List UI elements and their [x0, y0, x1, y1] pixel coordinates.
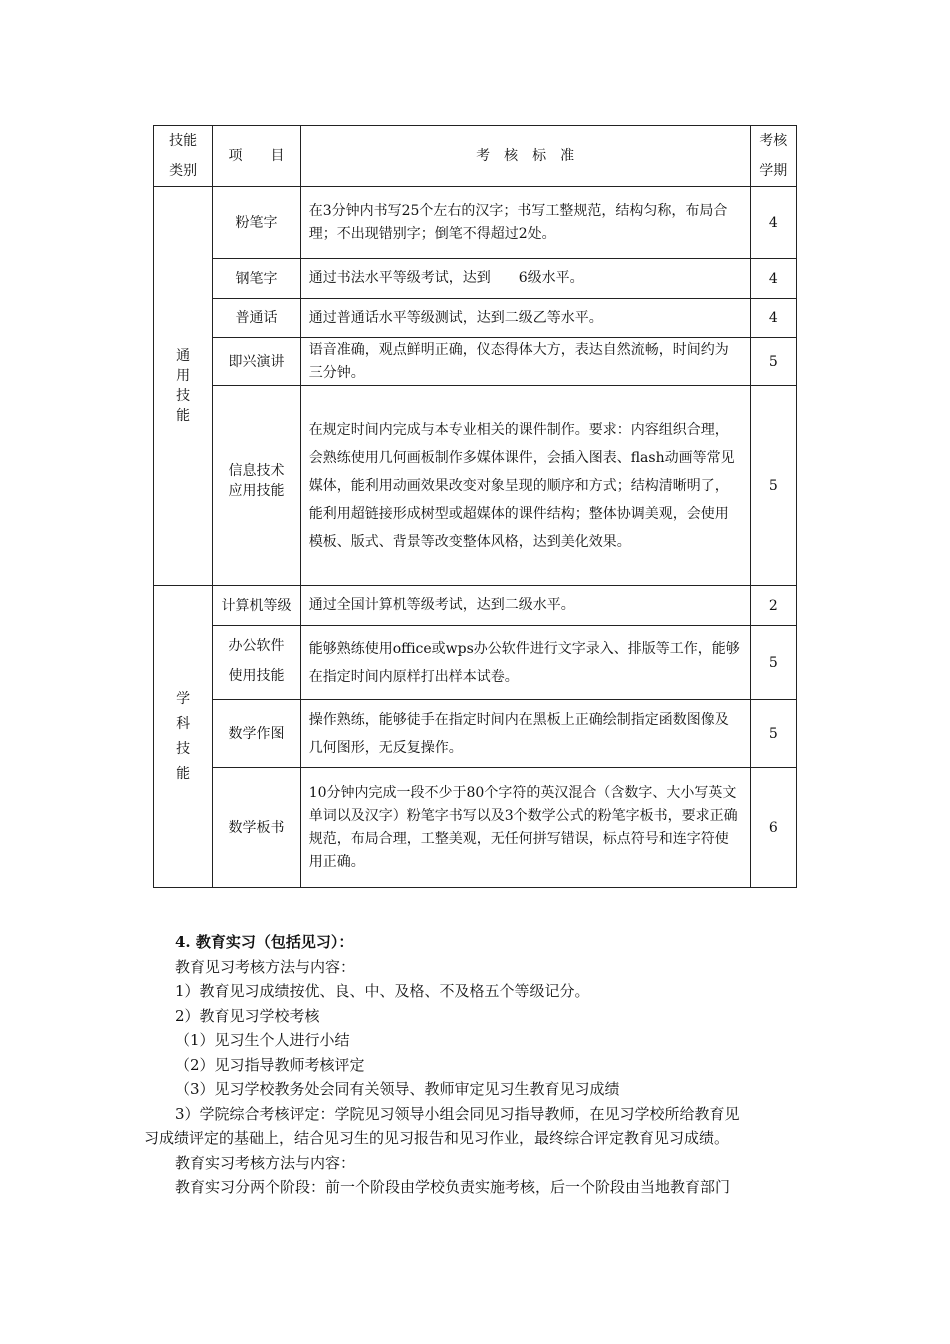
table-row — [154, 386, 797, 586]
text-line: 2）教育见习学校考核 — [175, 1006, 320, 1025]
text-line: （1）见习生个人进行小结 — [175, 1031, 350, 1049]
table-row — [154, 626, 797, 700]
standard-cell: 能够熟练使用office或wps办公软件进行文字录入、排版等工作，能够在指定时间内原样打出样本试卷。 — [300, 626, 750, 700]
standard-cell: 通过全国计算机等级考试，达到二级水平。 — [300, 586, 750, 626]
term-cell: 5 — [750, 626, 796, 700]
standard-cell: 通过书法水平等级考试，达到 6级水平。 — [300, 259, 750, 299]
header-standard: 考 核 标 准 — [300, 126, 750, 187]
term-cell: 2 — [750, 586, 796, 626]
text-line: 1）教育见习成绩按优、良、中、及格、不及格五个等级记分。 — [175, 982, 590, 1000]
header-category: 技能类别 — [154, 126, 213, 187]
item-cell: 数学板书 — [213, 768, 300, 888]
table-row — [154, 586, 797, 626]
item-cell: 信息技术应用技能 — [213, 386, 300, 586]
standard-cell: 语音准确，观点鲜明正确，仪态得体大方，表达自然流畅，时间约为三分钟。 — [300, 338, 750, 386]
table-row — [154, 700, 797, 768]
table-row — [154, 259, 797, 299]
standard-cell: 在3分钟内书写25个左右的汉字；书写工整规范，结构匀称，布局合理；不出现错别字；倒笔不得超过2处。 — [300, 187, 750, 259]
text-line: 教育实习分两个阶段：前一个阶段由学校负责实施考核，后一个阶段由当地教育部门 — [175, 1178, 731, 1196]
section-heading: 4. 教育实习（包括见习）： — [175, 933, 354, 951]
text-line: （3）见习学校教务处会同有关领导、教师审定见习生教育见习成绩 — [175, 1080, 620, 1098]
standard-cell: 在规定时间内完成与本专业相关的课件制作。要求：内容组织合理，会熟练使用几何画板制作多媒体课件，会插入图表、flash动画等常见媒体，能利用动画效果改变对象呈现的顺序和方式；结构清晰明了，能利用超链接形成树型或超媒体的课件结构；整体协调美观，会使用模板、版式、背景等改变整体风格，达到美化效果。 — [300, 386, 750, 586]
standard-cell: 10分钟内完成一段不少于80个字符的英汉混合（含数字、大小写英文单词以及汉字）粉笔字书写以及3个数学公式的粉笔字板书，要求正确规范，布局合理，工整美观，无任何拼写错误，标点符号和连字符使用正确。 — [300, 768, 750, 888]
item-cell: 普通话 — [213, 299, 300, 338]
term-cell: 4 — [750, 259, 796, 299]
item-cell: 粉笔字 — [213, 187, 300, 259]
term-cell: 5 — [750, 700, 796, 768]
standard-cell: 通过普通话水平等级测试，达到二级乙等水平。 — [300, 299, 750, 338]
table-row — [154, 187, 797, 259]
term-cell: 4 — [750, 299, 796, 338]
item-cell: 钢笔字 — [213, 259, 300, 299]
category-cell-subject: 学科技能 — [154, 586, 213, 888]
header-item: 项 目 — [213, 126, 300, 187]
text-line: （2）见习指导教师考核评定 — [175, 1055, 365, 1074]
table-row — [154, 338, 797, 386]
text-line: 教育见习考核方法与内容： — [175, 957, 356, 976]
item-cell: 数学作图 — [213, 700, 300, 768]
text-line: 习成绩评定的基础上，结合见习生的见习报告和见习作业，最终综合评定教育见习成绩。 — [144, 1129, 730, 1147]
term-cell: 5 — [750, 338, 796, 386]
item-cell: 办公软件使用技能 — [213, 626, 300, 700]
table-header-row — [154, 126, 797, 187]
item-cell: 计算机等级 — [213, 586, 300, 626]
term-cell: 5 — [750, 386, 796, 586]
text-line: 3）学院综合考核评定：学院见习领导小组会同见习指导教师，在见习学校所给教育见 — [175, 1104, 740, 1123]
text-line: 教育实习考核方法与内容： — [175, 1153, 356, 1172]
table-row — [154, 299, 797, 338]
internship-section — [144, 930, 815, 1200]
skills-assessment-table — [153, 125, 797, 888]
standard-cell: 操作熟练，能够徒手在指定时间内在黑板上正确绘制指定函数图像及几何图形，无反复操作。 — [300, 700, 750, 768]
term-cell: 6 — [750, 768, 796, 888]
header-term: 考核学期 — [750, 126, 796, 187]
table-row — [154, 768, 797, 888]
category-cell-general: 通用技能 — [154, 187, 213, 586]
item-cell: 即兴演讲 — [213, 338, 300, 386]
term-cell: 4 — [750, 187, 796, 259]
